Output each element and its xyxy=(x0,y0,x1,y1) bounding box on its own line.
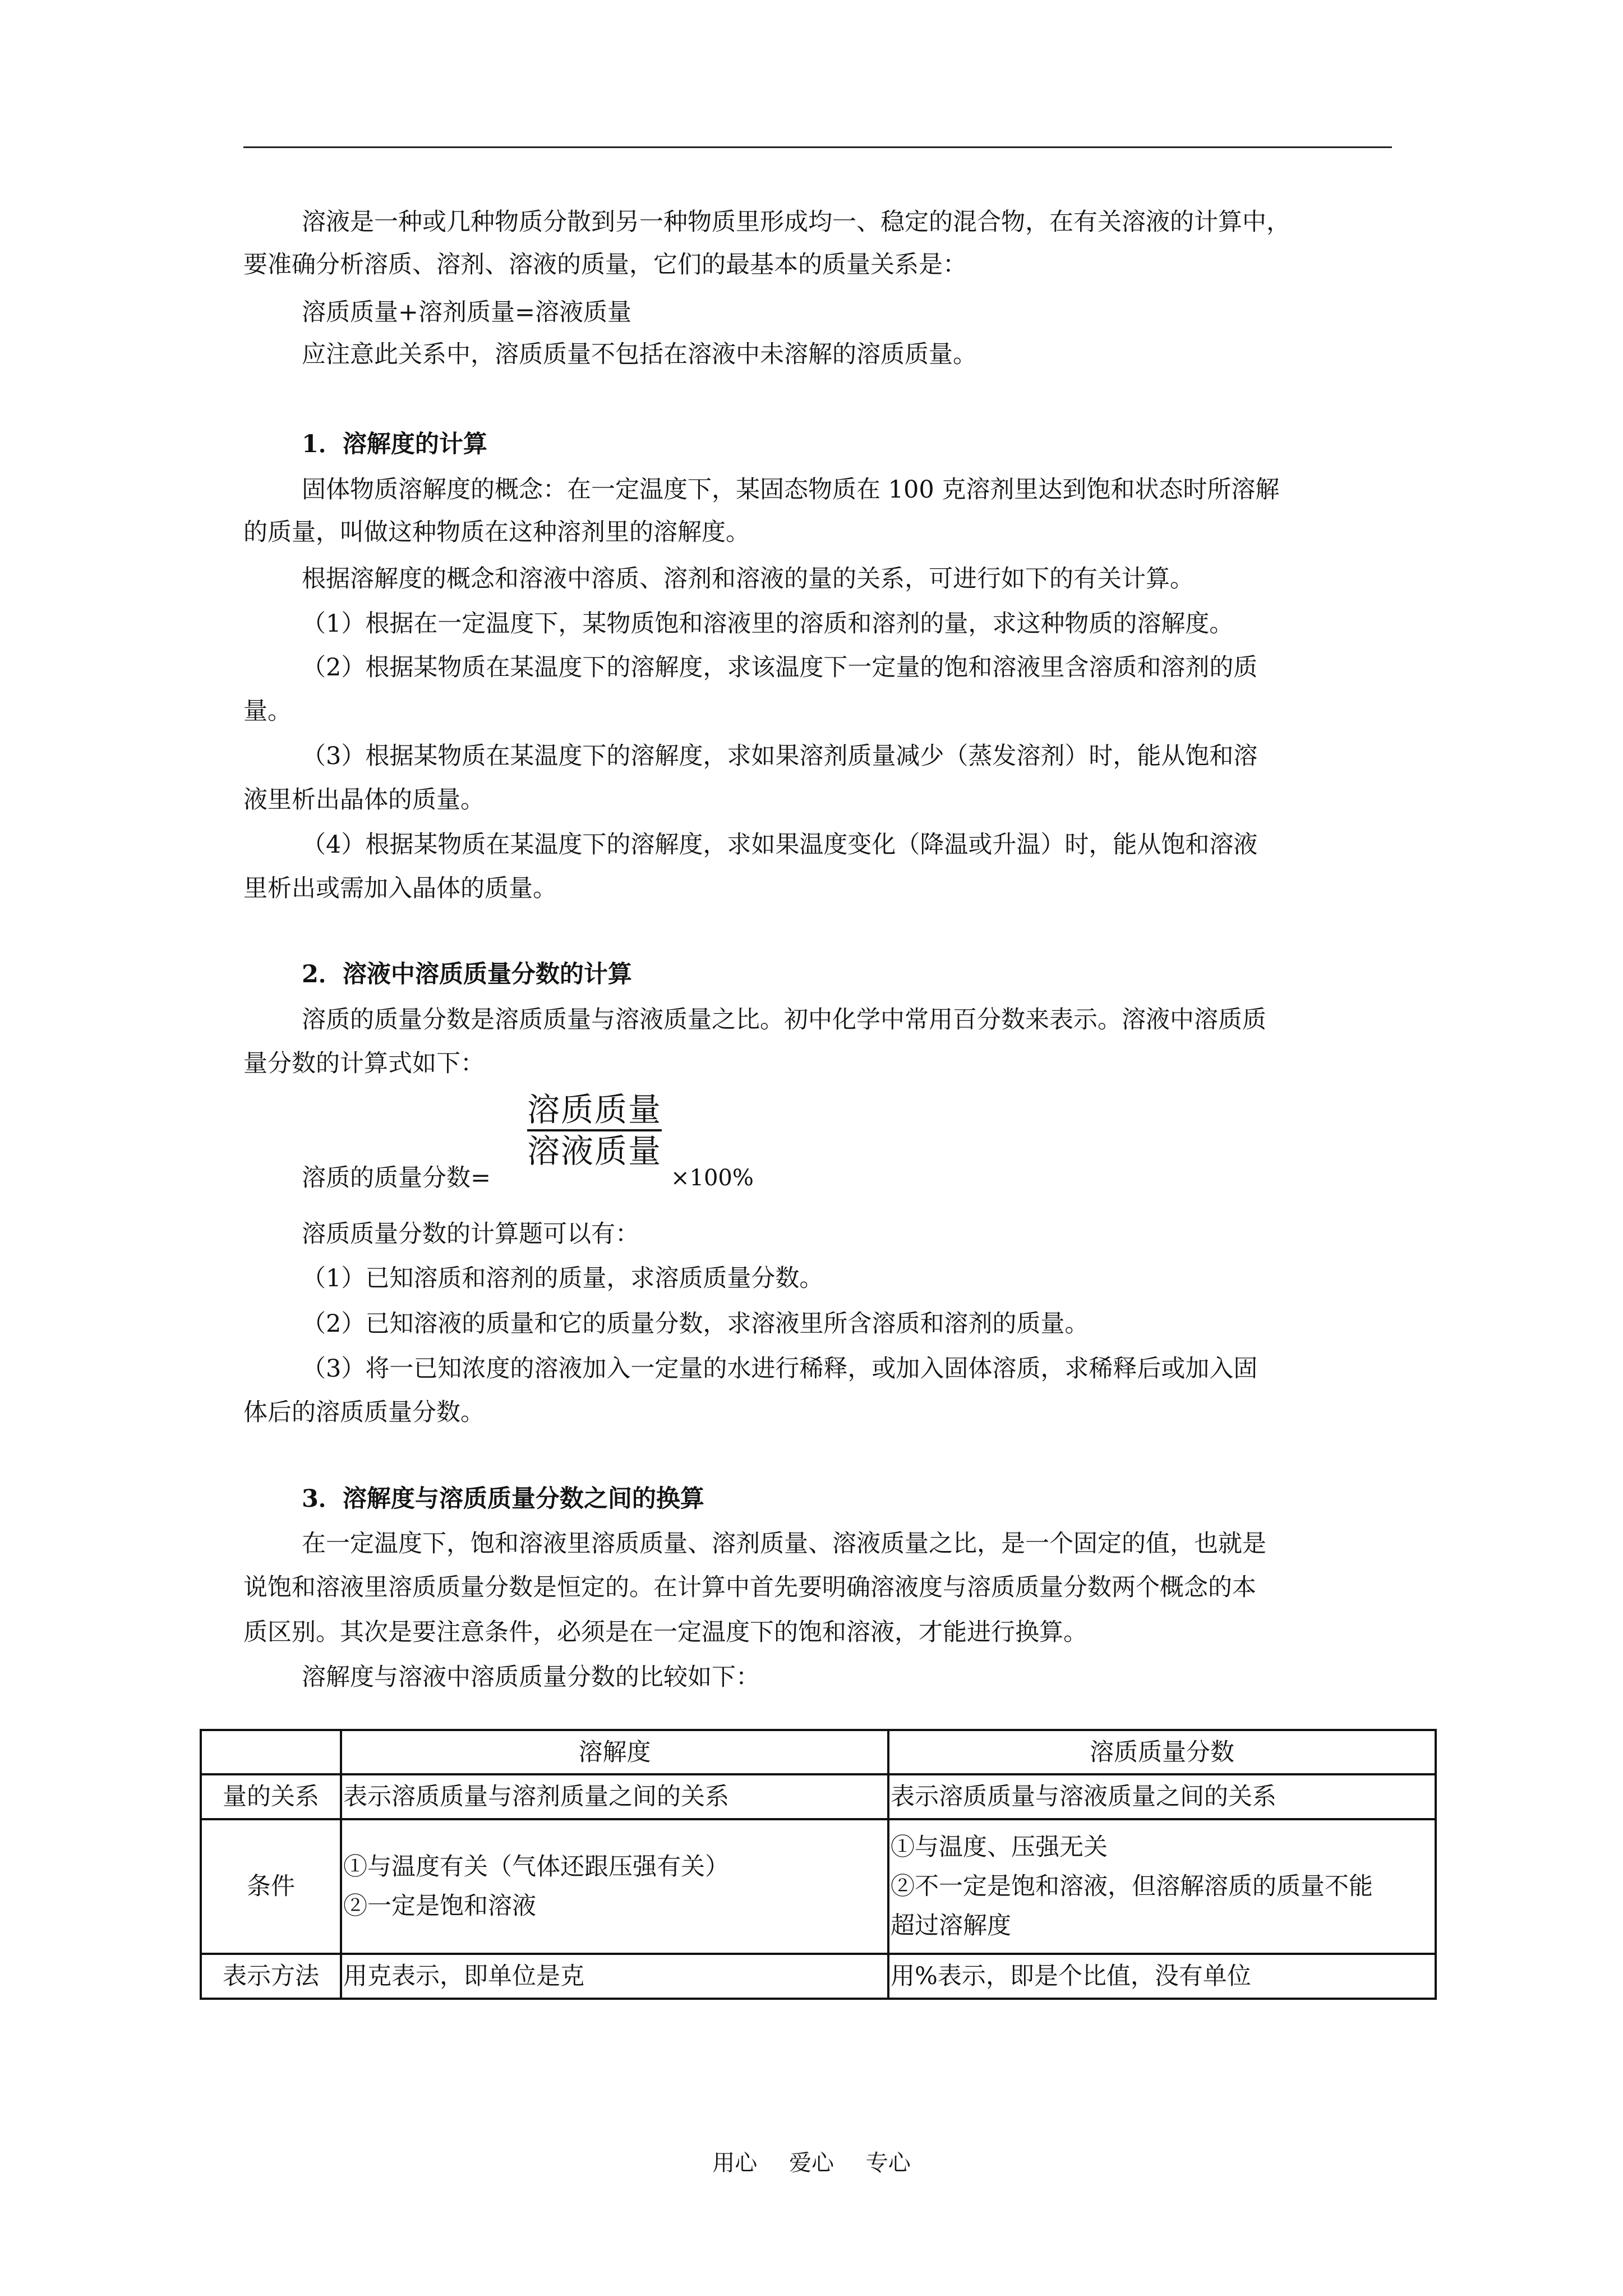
fraction-numerator: 溶质质量 xyxy=(527,1091,662,1129)
section1-item2-line1: （2）根据某物质在某温度下的溶解度，求该温度下一定量的饱和溶液里含溶质和溶剂的质 xyxy=(302,654,1258,682)
condition-solubility-line2: ②一定是饱和溶液 xyxy=(343,1892,536,1920)
section3-paragraph-line1: 在一定温度下，饱和溶液里溶质质量、溶剂质量、溶液质量之比，是一个固定的值，也就是 xyxy=(302,1530,1266,1558)
footer-word-3: 专心 xyxy=(865,2150,911,2176)
row-header-condition: 条件 xyxy=(201,1819,341,1954)
condition-fraction-line3: 超过溶解度 xyxy=(891,1912,1011,1940)
table-cell: 表示溶质质量与溶液质量之间的关系 xyxy=(888,1774,1436,1819)
section2-item3-line1: （3）将一已知浓度的溶液加入一定量的水进行稀释，或加入固体溶质，求稀释后或加入固 xyxy=(302,1355,1258,1383)
section2-definition-line2: 量分数的计算式如下： xyxy=(243,1050,485,1078)
section2-item2: （2）已知溶液的质量和它的质量分数，求溶液里所含溶质和溶剂的质量。 xyxy=(302,1310,1089,1338)
mass-relation-formula: 溶质质量+溶剂质量=溶液质量 xyxy=(302,298,632,326)
table-cell: 表示溶质质量与溶剂质量之间的关系 xyxy=(341,1774,888,1819)
section1-definition-line2: 的质量，叫做这种物质在这种溶剂里的溶解度。 xyxy=(243,518,750,546)
section2-lead: 溶质质量分数的计算题可以有： xyxy=(302,1220,639,1248)
section3-paragraph-line3: 质区别。其次是要注意条件，必须是在一定温度下的饱和溶液，才能进行换算。 xyxy=(243,1618,1087,1646)
fraction-denominator: 溶液质量 xyxy=(527,1132,662,1170)
section3-heading: 3．溶解度与溶质质量分数之间的换算 xyxy=(302,1485,704,1513)
fraction-bar xyxy=(527,1129,662,1131)
row-header-relation: 量的关系 xyxy=(201,1774,341,1819)
section2-definition-line1: 溶质的质量分数是溶质质量与溶液质量之比。初中化学中常用百分数来表示。溶液中溶质质 xyxy=(302,1006,1266,1034)
section1-lead: 根据溶解度的概念和溶液中溶质、溶剂和溶液的量的关系，可进行如下的有关计算。 xyxy=(302,565,1194,593)
section2-item3-line2: 体后的溶质质量分数。 xyxy=(243,1398,485,1427)
table-header-row xyxy=(201,1730,1436,1774)
table-cell: 用克表示，即单位是克 xyxy=(341,1954,888,1999)
section1-item4-line1: （4）根据某物质在某温度下的溶解度，求如果温度变化（降温或升温）时，能从饱和溶液 xyxy=(302,831,1258,859)
section1-item4-line2: 里析出或需加入晶体的质量。 xyxy=(243,875,557,903)
table-cell xyxy=(341,1819,888,1954)
section3-lead: 溶解度与溶液中溶质质量分数的比较如下： xyxy=(302,1663,760,1691)
mass-fraction-formula xyxy=(527,1091,662,1170)
section1-item1: （1）根据在一定温度下，某物质饱和溶液里的溶质和溶剂的量，求这种物质的溶解度。 xyxy=(302,610,1234,638)
table-cell xyxy=(888,1819,1436,1954)
table-row xyxy=(201,1954,1436,1999)
row-header-method: 表示方法 xyxy=(201,1954,341,1999)
section1-item3-line2: 液里析出晶体的质量。 xyxy=(243,786,485,814)
footer-word-2: 爱心 xyxy=(789,2150,834,2176)
section2-item1: （1）已知溶质和溶剂的质量，求溶质质量分数。 xyxy=(302,1264,824,1292)
table-cell: 用%表示，即是个比值，没有单位 xyxy=(888,1954,1436,1999)
section2-heading: 2．溶液中溶质质量分数的计算 xyxy=(302,960,632,988)
section1-item2-line2: 量。 xyxy=(243,697,292,725)
fraction-multiplier: ×100% xyxy=(671,1165,754,1191)
condition-solubility-line1: ①与温度有关（气体还跟压强有关） xyxy=(343,1853,729,1881)
intro-paragraph-line2: 要准确分析溶质、溶剂、溶液的质量，它们的最基本的质量关系是： xyxy=(243,251,967,279)
intro-paragraph-line1: 溶液是一种或几种物质分散到另一种物质里形成均一、稳定的混合物，在有关溶液的计算中， xyxy=(302,208,1290,236)
section3-paragraph-line2: 说饱和溶液里溶质质量分数是恒定的。在计算中首先要明确溶液度与溶质质量分数两个概念的本 xyxy=(243,1573,1256,1602)
column-header-solubility: 溶解度 xyxy=(341,1730,888,1774)
fraction-label: 溶质的质量分数= xyxy=(302,1164,491,1192)
column-header-mass-fraction: 溶质质量分数 xyxy=(888,1730,1436,1774)
section1-definition-line1: 固体物质溶解度的概念：在一定温度下，某固态物质在 100 克溶剂里达到饱和状态时所溶解 xyxy=(302,476,1280,504)
comparison-table xyxy=(200,1729,1437,2000)
section1-item3-line1: （3）根据某物质在某温度下的溶解度，求如果溶剂质量减少（蒸发溶剂）时，能从饱和溶 xyxy=(302,742,1258,770)
page-footer xyxy=(0,2146,1623,2180)
table-corner-cell xyxy=(201,1730,341,1774)
table-row xyxy=(201,1774,1436,1819)
section1-heading: 1．溶解度的计算 xyxy=(302,430,487,458)
header-rule xyxy=(243,146,1392,148)
footer-word-1: 用心 xyxy=(712,2150,758,2176)
intro-note: 应注意此关系中，溶质质量不包括在溶液中未溶解的溶质质量。 xyxy=(302,341,977,369)
condition-fraction-line2: ②不一定是饱和溶液，但溶解溶质的质量不能 xyxy=(891,1872,1373,1901)
table-row xyxy=(201,1819,1436,1954)
condition-fraction-line1: ①与温度、压强无关 xyxy=(891,1833,1108,1861)
